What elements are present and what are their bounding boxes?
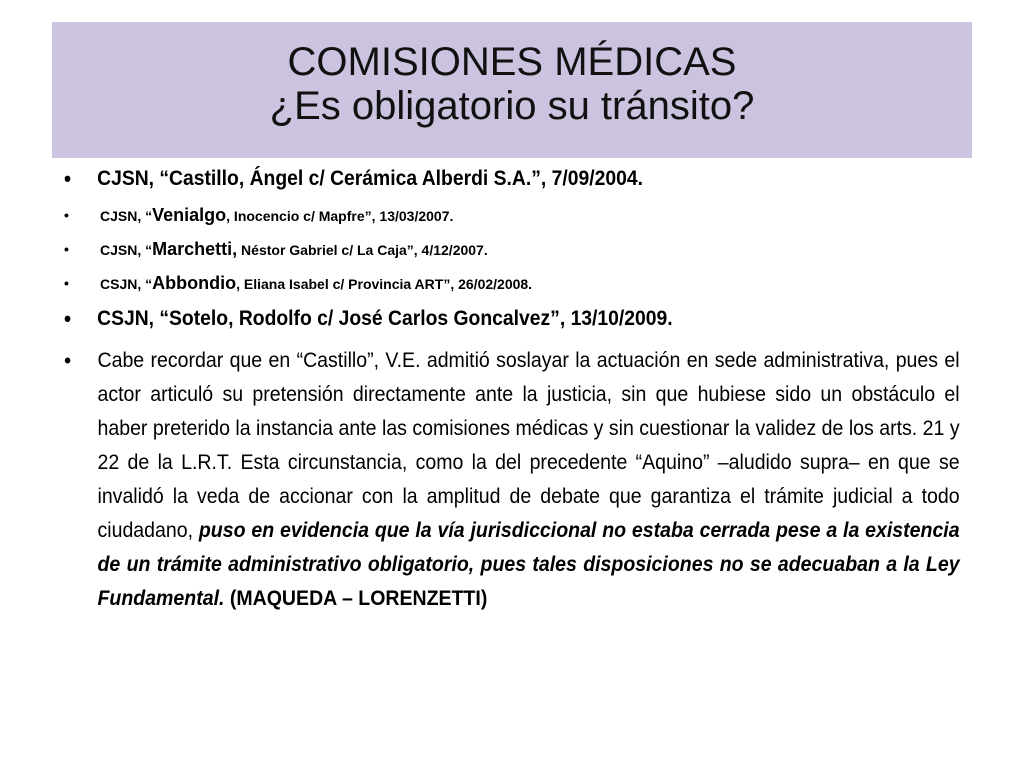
bullet: • — [64, 166, 72, 191]
paragraph-citation: (MAQUEDA – LORENZETTI) — [224, 587, 488, 610]
case-citation: CJSN, “Castillo, Ángel c/ Cerámica Alberdi S.A.”, 7/09/2004. — [97, 167, 643, 190]
commentary-paragraph — [64, 344, 960, 616]
case-citation: CSJN, “Sotelo, Rodolfo c/ José Carlos Goncalvez”, 13/10/2009. — [97, 307, 673, 330]
bullet: • — [64, 348, 72, 373]
case-party-name: Venialgo — [152, 205, 227, 225]
case-citation-prefix: CSJN, “ — [100, 276, 153, 292]
bullet: • — [64, 275, 69, 291]
slide-subtitle: ¿Es obligatorio su tránsito? — [269, 84, 755, 128]
paragraph-text: Cabe recordar que en “Castillo”, V.E. admitió soslayar la actuación en sede administrativa, pues el actor articuló su pretensión directamente ante la justicia, sin que hubiese sido un obstáculo el haber preterido la instancia ante las comisiones médicas y sin cuestionar la validez de los arts. 21 y 22 de la L.R.T. Esta circunstancia, como la del precedente “Aquino” –aludido supra– en que se invalidó la veda de accionar con la amplitud de debate que garantiza el trámite judicial a todo ciudadano, — [97, 349, 960, 542]
slide-title-box — [52, 22, 972, 158]
bullet: • — [64, 241, 69, 257]
case-citation-prefix: CJSN, “ — [100, 242, 153, 258]
case-citation-prefix: CJSN, “ — [100, 208, 153, 224]
list-item — [64, 272, 966, 295]
list-item — [64, 306, 894, 332]
list-item — [64, 204, 966, 227]
case-citation-rest: , Inocencio c/ Mapfre”, 13/03/2007. — [226, 208, 454, 224]
list-item — [64, 166, 894, 192]
bullet: • — [64, 207, 69, 223]
list-item — [64, 238, 966, 261]
bullet: • — [64, 306, 72, 331]
case-citation-rest: , Eliana Isabel c/ Provincia ART”, 26/02/2008. — [236, 276, 533, 292]
slide-body — [64, 166, 966, 616]
case-party-name: Marchetti, — [152, 239, 238, 259]
slide-title: COMISIONES MÉDICAS — [287, 40, 737, 84]
case-citation-rest: Néstor Gabriel c/ La Caja”, 4/12/2007. — [237, 242, 488, 258]
paragraph-emphasis: puso en evidencia que la vía jurisdiccional no estaba cerrada pese a la existencia de un trámite administrativo obligatorio, pues tales disposiciones no se adecuaban a la Ley Fundamental. — [97, 519, 960, 610]
case-party-name: Abbondio — [152, 273, 237, 293]
